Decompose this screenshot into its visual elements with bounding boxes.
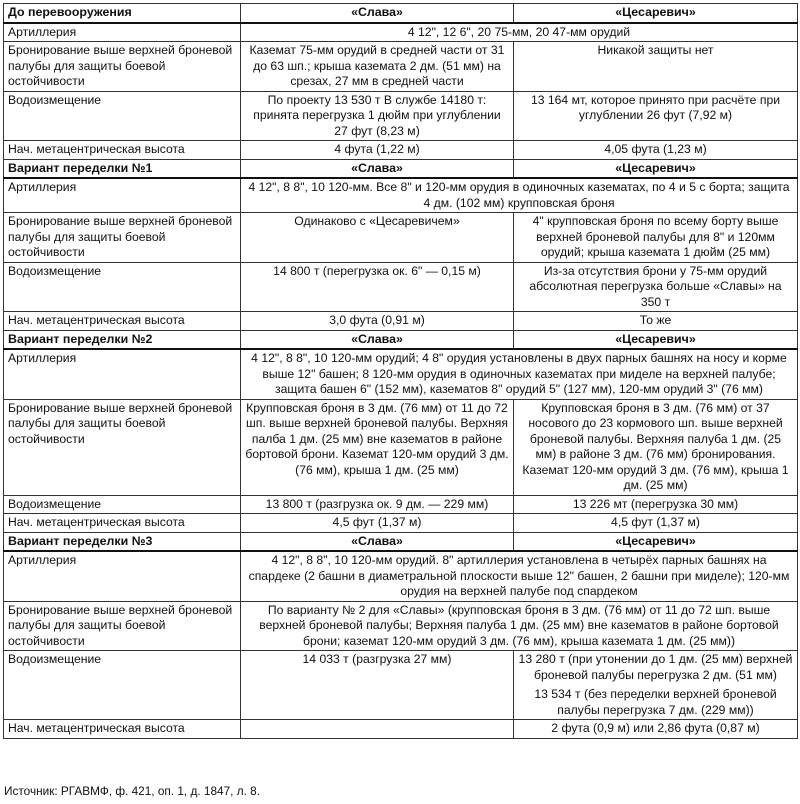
section-title: Вариант переделки №3 xyxy=(4,532,241,551)
column-header-slava: «Слава» xyxy=(241,532,514,551)
tsesarevich-option-1: 13 280 т (при утонении до 1 дм. (25 мм) верхней броневой палубы перегрузка 2 дм. (51 мм) xyxy=(518,652,793,682)
section-header xyxy=(4,330,798,349)
column-header-tsesarevich: «Цесаревич» xyxy=(514,330,798,349)
row-label: Артиллерия xyxy=(4,178,241,213)
tsesarevich-cell: 13 226 мт (перегрузка 30 мм) xyxy=(514,495,798,514)
table-row xyxy=(4,349,798,399)
column-header-slava: «Слава» xyxy=(241,330,514,349)
table-row xyxy=(4,399,798,495)
section-title: До перевооружения xyxy=(4,4,241,23)
section-header xyxy=(4,532,798,551)
row-label: Водоизмещение xyxy=(4,262,241,312)
table-row xyxy=(4,312,798,331)
column-header-tsesarevich: «Цесаревич» xyxy=(514,532,798,551)
table-row xyxy=(4,23,798,42)
slava-cell: 4 фута (1,22 м) xyxy=(241,141,514,160)
row-label: Водоизмещение xyxy=(4,91,241,141)
table-row xyxy=(4,601,798,651)
row-label: Водоизмещение xyxy=(4,495,241,514)
comparison-table xyxy=(3,3,798,739)
slava-cell: 14 800 т (перегрузка ок. 6" — 0,15 м) xyxy=(241,262,514,312)
slava-cell: 13 800 т (разгрузка ок. 9 дм. — 229 мм) xyxy=(241,495,514,514)
slava-cell: 4,5 фут (1,37 м) xyxy=(241,514,514,533)
section-header xyxy=(4,159,798,178)
tsesarevich-cell: 4,05 фута (1,23 м) xyxy=(514,141,798,160)
row-label: Водоизмещение xyxy=(4,651,241,720)
table-row xyxy=(4,213,798,263)
row-label: Бронирование выше верхней броневой палубы для защиты боевой остойчивости xyxy=(4,601,241,651)
column-header-slava: «Слава» xyxy=(241,159,514,178)
merged-cell: 4 12", 8 8", 10 120-мм. Все 8" и 120-мм орудия в одиночных казематах, по 4 и 5 с борта; защита 4 дм. (102 мм) крупповская броня xyxy=(241,178,798,213)
section-title: Вариант переделки №1 xyxy=(4,159,241,178)
merged-cell: 4 12", 8 8", 10 120-мм орудий; 4 8" орудия установлены в двух парных башнях на носу и корме выше 12" башен; 8 120-мм орудия в одиночных казематах при миделе на верхней палубе; защита башен 6" (152 мм), казематов 8" орудий 5" (127 мм), 120-мм орудий 3" (76 мм) xyxy=(241,349,798,399)
column-header-tsesarevich: «Цесаревич» xyxy=(514,4,798,23)
table-row xyxy=(4,720,798,739)
column-header-tsesarevich: «Цесаревич» xyxy=(514,159,798,178)
row-label: Бронирование выше верхней броневой палубы для защиты боевой остойчивости xyxy=(4,213,241,263)
row-label: Нач. метацентрическая высота xyxy=(4,514,241,533)
tsesarevich-cell: Крупповская броня в 3 дм. (76 мм) от 37 носового до 23 кормового шп. выше верхней броневой палубы. Верхняя палуба 1 дм. (25 мм) в районе 3 дм. (76 мм) бронирования. Каземат 120-мм орудий 3 дм. (76 мм), крыша 1 дм. (25 мм) xyxy=(514,399,798,495)
table-row xyxy=(4,141,798,160)
tsesarevich-cell: 4" крупповская броня по всему борту выше верхней броневой палубы для 8" и 120мм орудий; крыша каземата 1 дюйм (25 мм) xyxy=(514,213,798,263)
section-title: Вариант переделки №2 xyxy=(4,330,241,349)
table-row xyxy=(4,91,798,141)
table-row xyxy=(4,514,798,533)
row-label: Нач. метацентрическая высота xyxy=(4,141,241,160)
tsesarevich-cell: 2 фута (0,9 м) или 2,86 фута (0,87 м) xyxy=(514,720,798,739)
table-row xyxy=(4,178,798,213)
table-row xyxy=(4,495,798,514)
table-row xyxy=(4,262,798,312)
tsesarevich-cell: 13 164 мт, которое принято при расчёте при углублении 26 фут (7,92 м) xyxy=(514,91,798,141)
slava-cell: 14 033 т (разгрузка 27 мм) xyxy=(241,651,514,720)
slava-cell: Одинаково с «Цесаревичем» xyxy=(241,213,514,263)
column-header-slava: «Слава» xyxy=(241,4,514,23)
tsesarevich-option-2: 13 534 т (без переделки верхней броневой палубы перегрузка 7 дм. (229 мм)) xyxy=(534,687,777,717)
slava-cell: По проекту 13 530 т В службе 14180 т: принята перегрузка 1 дюйм при углублении 27 фут (8,23 м) xyxy=(241,91,514,141)
slava-cell xyxy=(241,720,514,739)
row-label: Артиллерия xyxy=(4,23,241,42)
tsesarevich-cell: 4,5 фут (1,37 м) xyxy=(514,514,798,533)
merged-cell: По варианту № 2 для «Славы» (крупповская броня в 3 дм. (76 мм) от 11 до 72 шп. выше верхней броневой палубы; Верхняя палуба 1 дм. (25 мм) вне казематов в районе бортовой брони; каземат 120-мм орудий 3 дм. (76 мм), крыша каземата 1 дм. (25 мм)) xyxy=(241,601,798,651)
merged-cell: 4 12", 12 6", 20 75-мм, 20 47-мм орудий xyxy=(241,23,798,42)
table-row xyxy=(4,651,798,720)
slava-cell: 3,0 фута (0,91 м) xyxy=(241,312,514,331)
slava-cell: Каземат 75-мм орудий в средней части от 31 до 63 шп.; крыша каземата 2 дм. (51 мм) на срезах, 27 мм в средней части xyxy=(241,42,514,92)
table-row xyxy=(4,551,798,601)
row-label: Бронирование выше верхней броневой палубы для защиты боевой остойчивости xyxy=(4,399,241,495)
row-label: Нач. метацентрическая высота xyxy=(4,312,241,331)
tsesarevich-cell xyxy=(514,651,798,720)
tsesarevich-cell: Никакой защиты нет xyxy=(514,42,798,92)
row-label: Артиллерия xyxy=(4,551,241,601)
row-label: Артиллерия xyxy=(4,349,241,399)
slava-cell: Крупповская броня в 3 дм. (76 мм) от 11 до 72 шп. выше верхней броневой палубы. Верхняя палба 1 дм. (25 мм) вне казематов в районе бортовой брони. Каземат 120-мм орудий 3 дм. (76 мм), крыша 1 дм. (25 мм) xyxy=(241,399,514,495)
table-row xyxy=(4,42,798,92)
tsesarevich-cell: Из-за отсутствия брони у 75-мм орудий абсолютная перегрузка больше «Славы» на 350 т xyxy=(514,262,798,312)
row-label: Бронирование выше верхней броневой палубы для защиты боевой остойчивости xyxy=(4,42,241,92)
tsesarevich-cell: То же xyxy=(514,312,798,331)
merged-cell: 4 12", 8 8", 10 120-мм орудий. 8" артиллерия установлена в четырёх парных башнях на спардеке (2 башни в диаметральной плоскости выше 12" башен, 2 башни при миделе); 120-мм орудия на верхней палубе под спардеком xyxy=(241,551,798,601)
section-header xyxy=(4,4,798,23)
row-label: Нач. метацентрическая высота xyxy=(4,720,241,739)
source-note: Источник: РГАВМФ, ф. 421, оп. 1, д. 1847, л. 8. xyxy=(4,784,260,798)
